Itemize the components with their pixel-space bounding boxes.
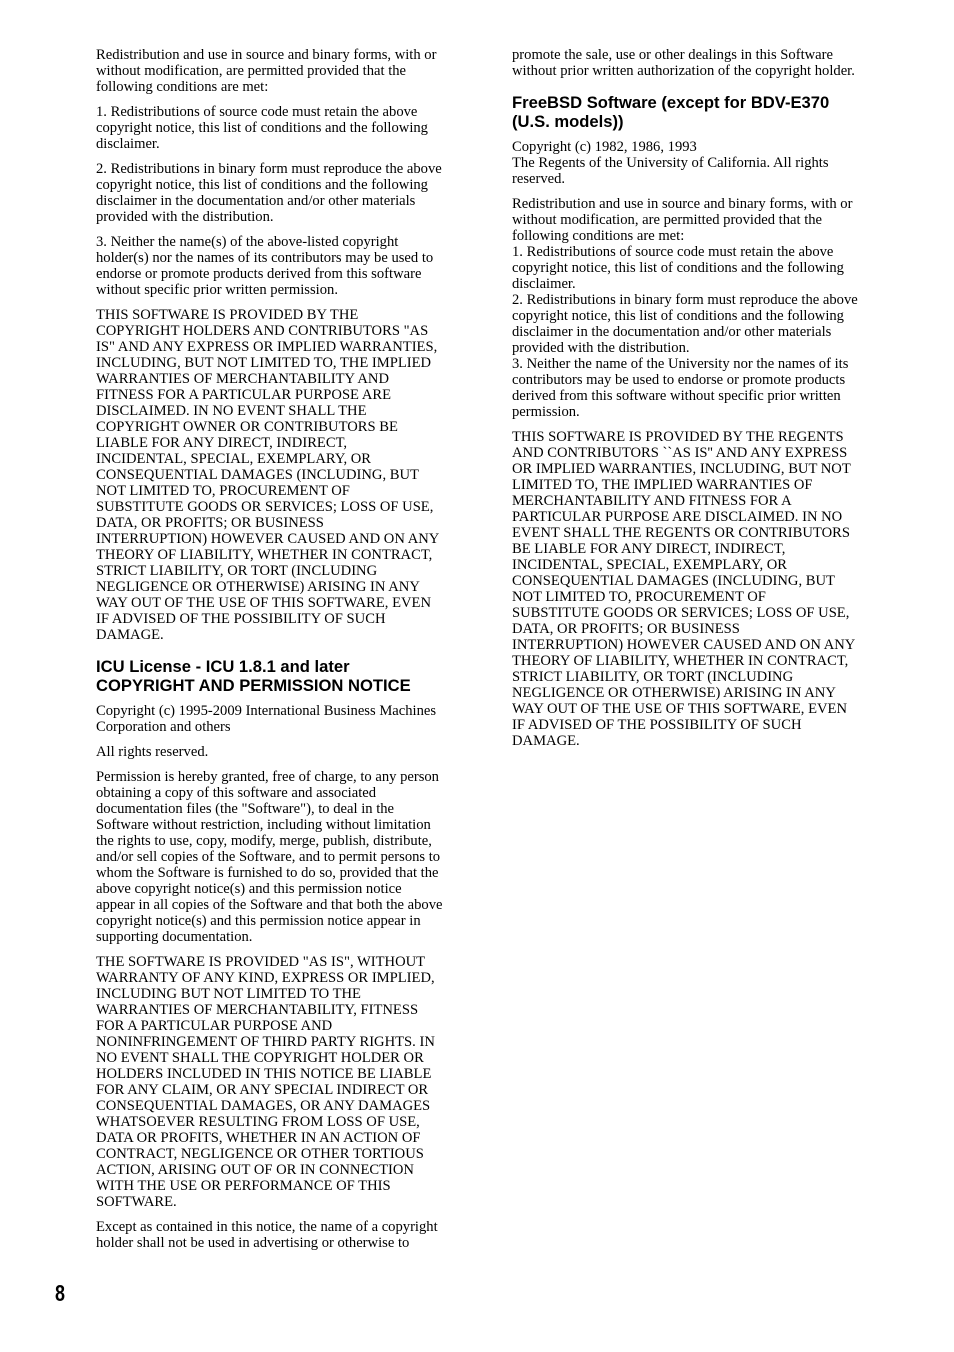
page-number: 8 [55, 1280, 65, 1306]
condition-1-paragraph: 1. Redistributions of source code must retain the above copyright notice, this list of conditions and the following disclaimer. [96, 104, 428, 152]
freebsd-copyright-block [512, 139, 882, 187]
icu-copyright-paragraph: Copyright (c) 1995-2009 International Business Machines Corporation and others [96, 703, 437, 735]
condition-1-block [96, 104, 468, 152]
freebsd-disclaimer-block [512, 429, 882, 749]
warranty-disclaimer-paragraph: THIS SOFTWARE IS PROVIDED BY THE COPYRIGHT HOLDERS AND CONTRIBUTORS "AS IS" AND ANY EXPRESS OR IMPLIED WARRANTIES, INCLUDING, BUT NOT LIMITED TO, THE IMPLIED WARRANTIES OF MERCHANTABILITY AND FITNESS FOR A PARTICULAR PURPOSE ARE DISCLAIMED. IN NO EVENT SHALL THE COPYRIGHT OWNER OR CONTRIBUTORS BE LIABLE FOR ANY DIRECT, INDIRECT, INCIDENTAL, SPECIAL, EXEMPLARY, OR CONSEQUENTIAL DAMAGES (INCLUDING, BUT NOT LIMITED TO, PROCUREMENT OF SUBSTITUTE GOODS OR SERVICES; LOSS OF USE, DATA, OR PROFITS; OR BUSINESS INTERRUPTION) HOWEVER CAUSED AND ON ANY THEORY OF LIABILITY, WHETHER IN CONTRACT, STRICT LIABILITY, OR TORT (INCLUDING NEGLIGENCE OR OTHERWISE) ARISING IN ANY WAY OUT OF THE USE OF THIS SOFTWARE, EVEN IF ADVISED OF THE POSSIBILITY OF SUCH DAMAGE. [96, 307, 440, 643]
redistribution-intro-paragraph: Redistribution and use in source and binary forms, with or without modification, are permitted provided that the following conditions are met: [96, 47, 437, 95]
freebsd-copyright-paragraph: Copyright (c) 1982, 1986, 1993 The Regents of the University of California. All rights reserved. [512, 139, 829, 187]
right-column [512, 47, 882, 758]
condition-2-block [96, 161, 468, 225]
condition-2-paragraph: 2. Redistributions in binary form must reproduce the above copyright notice, this list of conditions and the following disclaimer in the documentation and/or other materials provided with the distribution. [96, 161, 442, 225]
redistribution-conditions-block [96, 47, 468, 95]
freebsd-heading: FreeBSD Software (except for BDV-E370 (U.S. models)) [512, 93, 830, 131]
freebsd-disclaimer-paragraph: THIS SOFTWARE IS PROVIDED BY THE REGENTS AND CONTRIBUTORS ``AS IS'' AND ANY EXPRESS OR IMPLIED WARRANTIES, INCLUDING, BUT NOT LIMITED TO, THE IMPLIED WARRANTIES OF MERCHANTABILITY AND FITNESS FOR A PARTICULAR PURPOSE ARE DISCLAIMED. IN NO EVENT SHALL THE REGENTS OR CONTRIBUTORS BE LIABLE FOR ANY DIRECT, INDIRECT, INCIDENTAL, SPECIAL, EXEMPLARY, OR CONSEQUENTIAL DAMAGES (INCLUDING, BUT NOT LIMITED TO, PROCUREMENT OF SUBSTITUTE GOODS OR SERVICES; LOSS OF USE, DATA, OR PROFITS; OR BUSINESS INTERRUPTION) HOWEVER CAUSED AND ON ANY THEORY OF LIABILITY, WHETHER IN CONTRACT, STRICT LIABILITY, OR TORT (INCLUDING NEGLIGENCE OR OTHERWISE) ARISING IN ANY WAY OUT OF THE USE OF THIS SOFTWARE, EVEN IF ADVISED OF THE POSSIBILITY OF SUCH DAMAGE. [512, 429, 856, 749]
icu-warranty-block [96, 954, 468, 1210]
icu-trademark-paragraph: Except as contained in this notice, the name of a copyright holder shall not be used in advertising or otherwise to [96, 1219, 438, 1251]
icu-copyright-block [96, 703, 468, 735]
freebsd-conditions-block [512, 196, 882, 420]
icu-trademark-block [96, 1219, 468, 1251]
icu-rights-block [96, 744, 468, 760]
icu-permission-block [96, 769, 468, 945]
icu-trademark-continued-block [512, 47, 882, 79]
left-column [96, 47, 468, 1260]
condition-3-block [96, 234, 468, 298]
icu-rights-reserved-paragraph: All rights reserved. [96, 744, 209, 760]
condition-3-paragraph: 3. Neither the name(s) of the above-listed copyright holder(s) nor the names of its contributors may be used to endorse or promote products derived from this software without specific prior written permission. [96, 234, 434, 298]
icu-warranty-paragraph: THE SOFTWARE IS PROVIDED "AS IS", WITHOUT WARRANTY OF ANY KIND, EXPRESS OR IMPLIED, INCLUDING BUT NOT LIMITED TO THE WARRANTIES OF MERCHANTABILITY, FITNESS FOR A PARTICULAR PURPOSE AND NONINFRINGEMENT OF THIRD PARTY RIGHTS. IN NO EVENT SHALL THE COPYRIGHT HOLDER OR HOLDERS INCLUDED IN THIS NOTICE BE LIABLE FOR ANY CLAIM, OR ANY SPECIAL INDIRECT OR CONSEQUENTIAL DAMAGES, OR ANY DAMAGES WHATSOEVER RESULTING FROM LOSS OF USE, DATA OR PROFITS, WHETHER IN AN ACTION OF CONTRACT, NEGLIGENCE OR OTHER TORTIOUS ACTION, ARISING OUT OF OR IN CONNECTION WITH THE USE OR PERFORMANCE OF THIS SOFTWARE. [96, 954, 435, 1210]
disclaimer-block [96, 307, 468, 643]
icu-license-heading: ICU License - ICU 1.8.1 and later COPYRIGHT AND PERMISSION NOTICE [96, 657, 411, 695]
freebsd-conditions-paragraph: Redistribution and use in source and binary forms, with or without modification, are permitted provided that the following conditions are met: 1. Redistributions of source code must retain the above copyright notice, this list of conditions and the following disclaimer. 2. Redistributions in binary form must reproduce the above copyright notice, this list of conditions and the following disclaimer in the documentation and/or other materials provided with the distribution. 3. Neither the name of the University nor the names of its contributors may be used to endorse or promote products derived from this software without specific prior written permission. [512, 196, 858, 420]
icu-permission-paragraph: Permission is hereby granted, free of charge, to any person obtaining a copy of this software and associated documentation files (the "Software"), to deal in the Software without restriction, including without limitation the rights to use, copy, modify, merge, publish, distribute, and/or sell copies of the Software, and to permit persons to whom the Software is furnished to do so, provided that the above copyright notice(s) and this permission notice appear in all copies of the Software and that both the above copyright notice(s) and this permission notice appear in supporting documentation. [96, 769, 443, 945]
icu-trademark-continued-paragraph: promote the sale, use or other dealings in this Software without prior written authorization of the copyright holder. [512, 47, 855, 79]
